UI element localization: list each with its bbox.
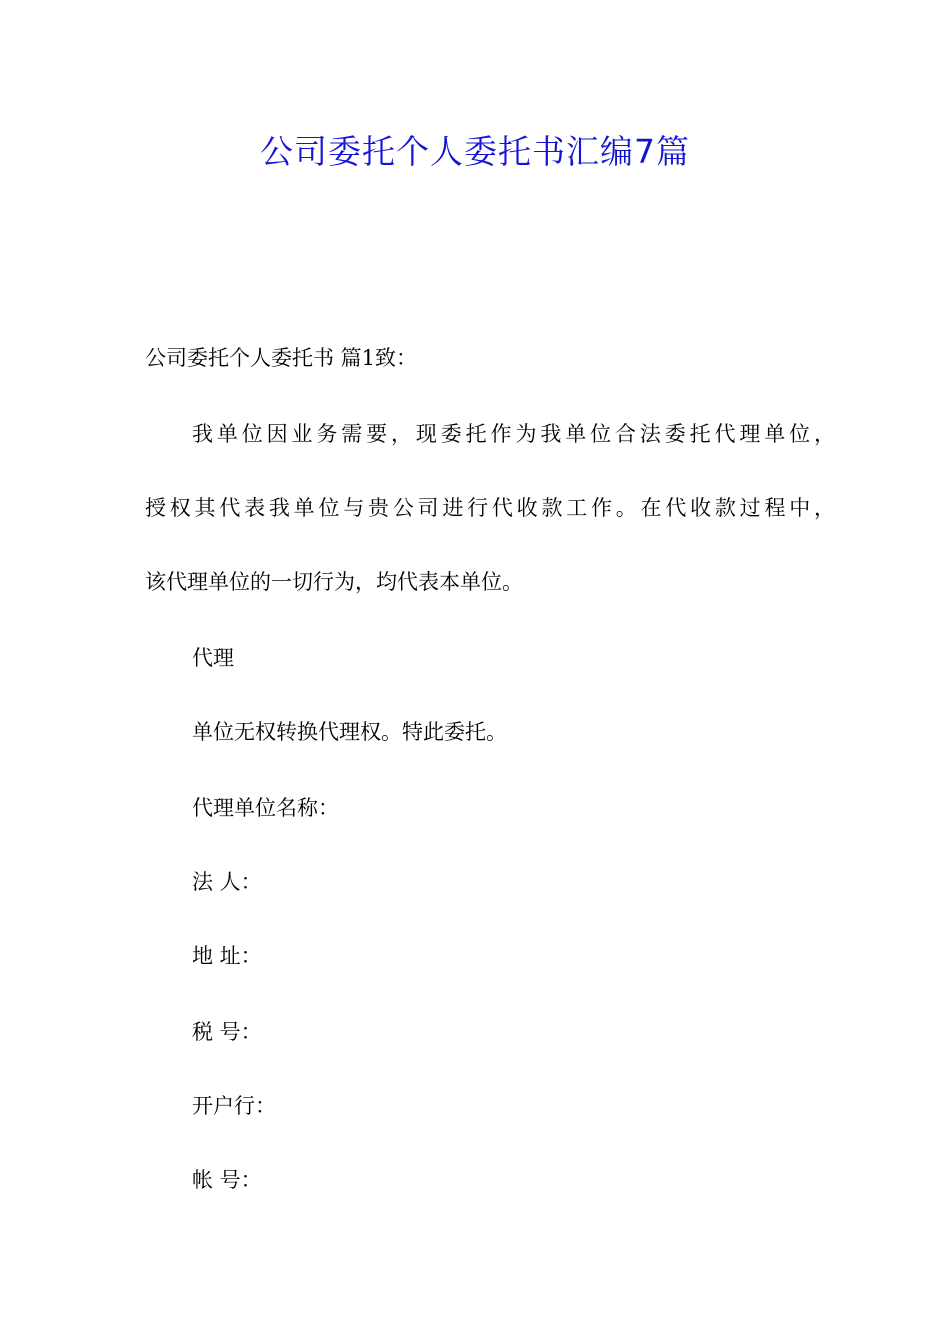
- daili-line: 代理: [192, 646, 234, 670]
- field-legal-person: 法 人：: [192, 870, 262, 894]
- field-bank: 开户行：: [192, 1094, 276, 1118]
- no-transfer-line: 单位无权转换代理权。特此委托。: [192, 720, 507, 744]
- paragraph-line-2: 授权其代表我单位与贵公司进行代收款工作。在代收款过程中，: [145, 496, 835, 520]
- field-agent-name: 代理单位名称：: [192, 796, 339, 820]
- paragraph-line-1: 我单位因业务需要，现委托作为我单位合法委托代理单位，: [192, 422, 835, 446]
- paragraph-line-3: 该代理单位的一切行为，均代表本单位。: [145, 570, 523, 594]
- field-account: 帐 号：: [192, 1168, 262, 1192]
- field-address: 地 址：: [192, 944, 262, 968]
- document-title: 公司委托个人委托书汇编7篇: [260, 132, 690, 171]
- section-heading: 公司委托个人委托书 篇1致：: [145, 346, 418, 370]
- field-tax-number: 税 号：: [192, 1020, 262, 1044]
